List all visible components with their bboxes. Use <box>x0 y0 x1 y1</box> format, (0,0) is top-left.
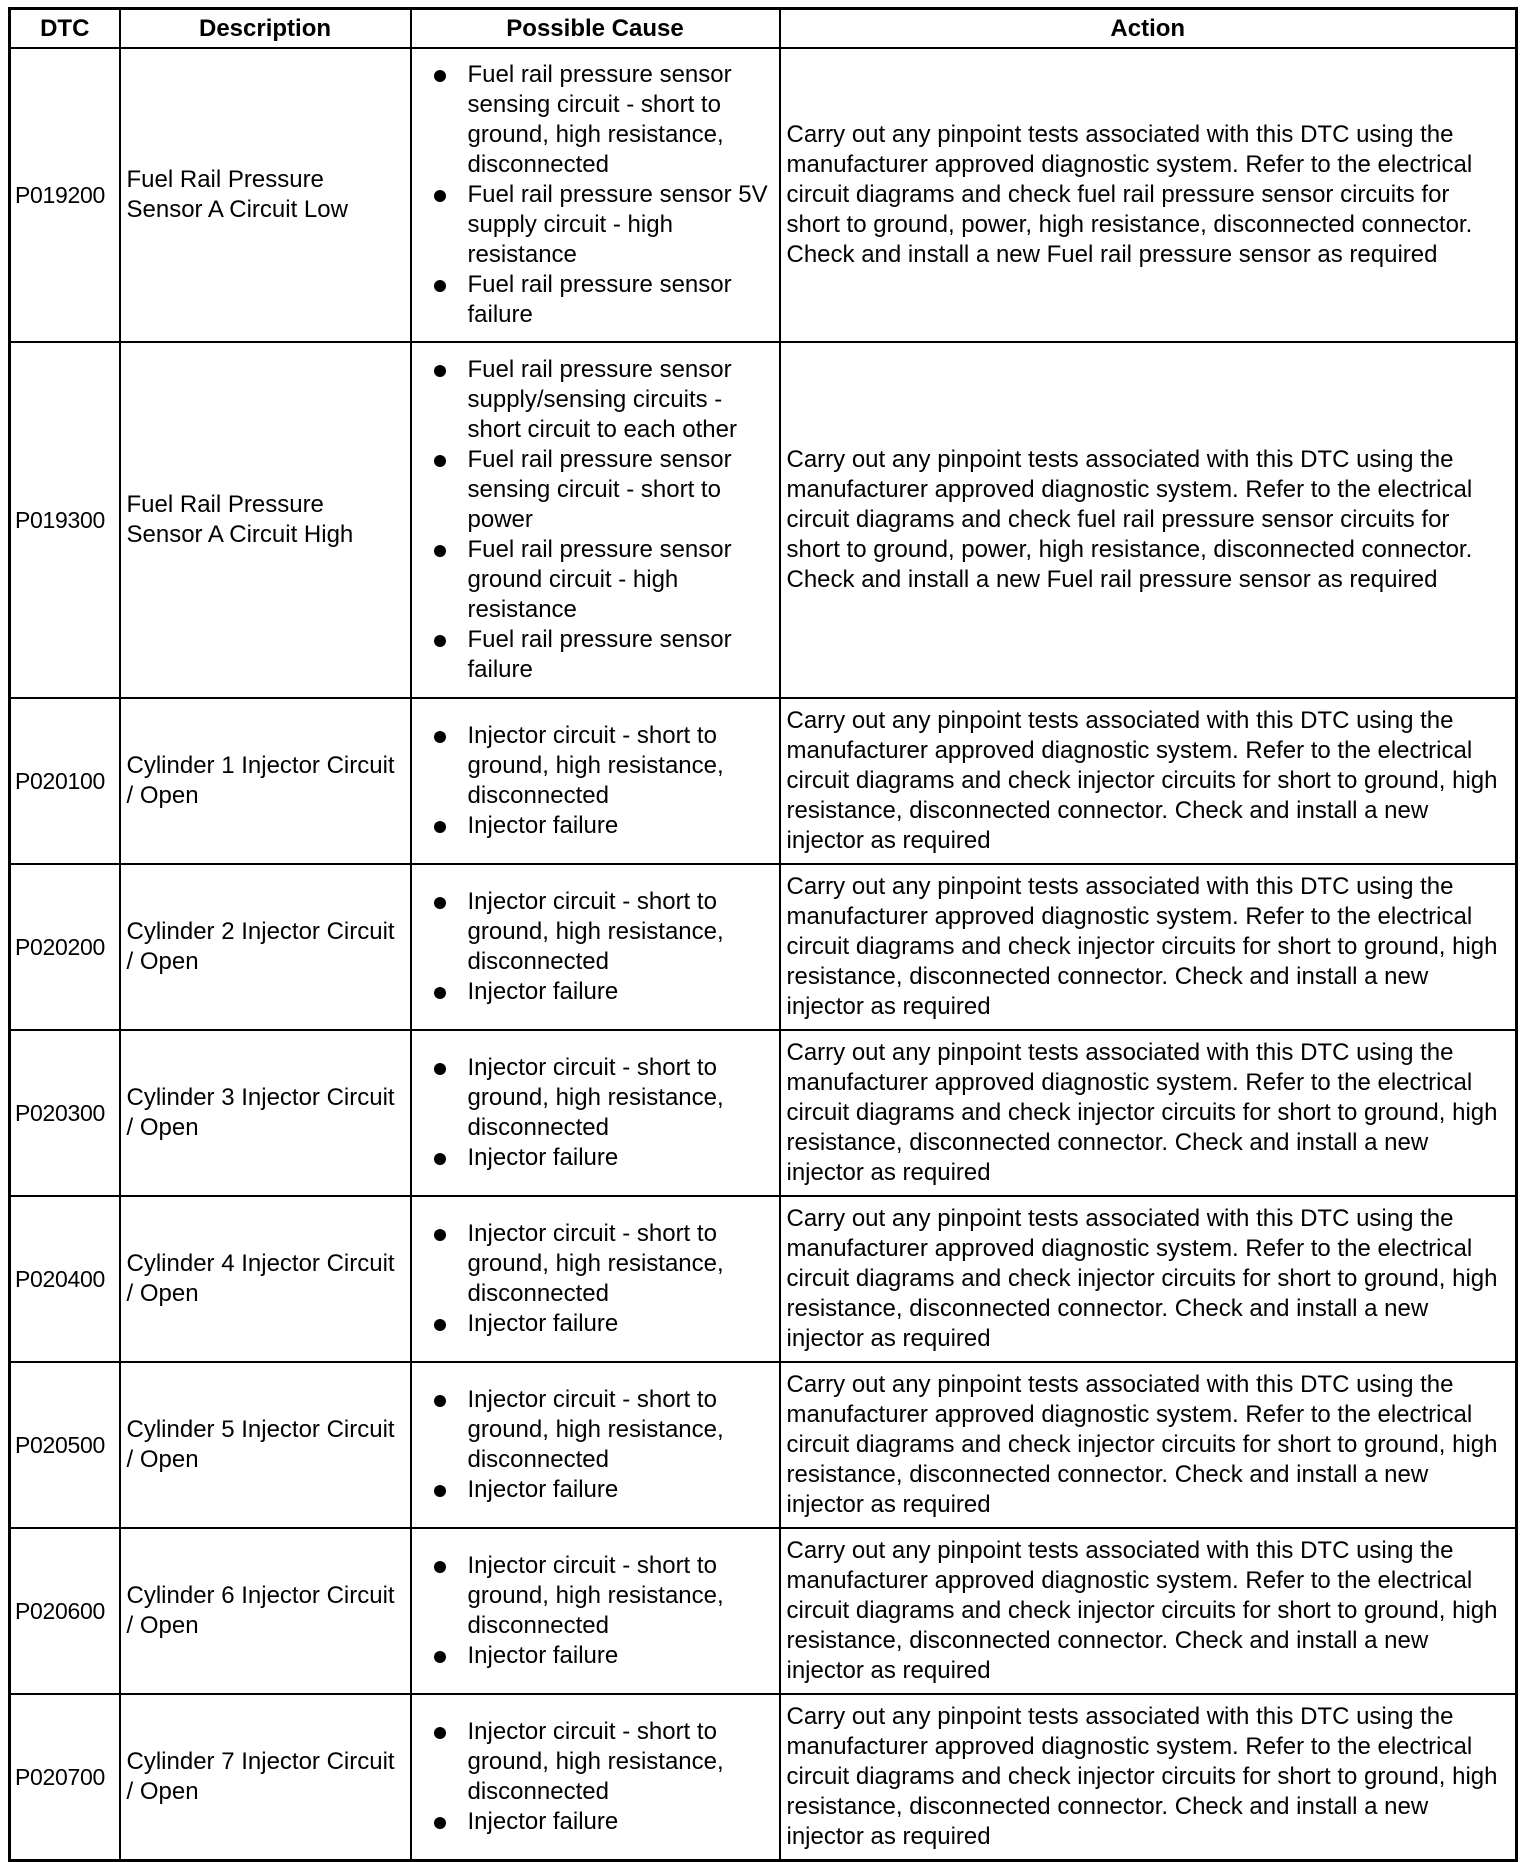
dtc-code: P020700 <box>10 1694 120 1860</box>
table-row <box>10 1030 1517 1196</box>
cause-list-item: Fuel rail pressure sensor supply/sensing circuits - short circuit to each other <box>432 355 773 445</box>
possible-cause-cell <box>411 698 780 864</box>
dtc-description: Cylinder 6 Injector Circuit / Open <box>120 1528 411 1694</box>
table-row <box>10 1528 1517 1694</box>
possible-cause-cell <box>411 1362 780 1528</box>
dtc-description: Fuel Rail Pressure Sensor A Circuit Low <box>120 48 411 342</box>
dtc-description: Cylinder 4 Injector Circuit / Open <box>120 1196 411 1362</box>
header-possible-cause: Possible Cause <box>411 9 780 49</box>
header-description: Description <box>120 9 411 49</box>
possible-cause-cell <box>411 864 780 1030</box>
possible-cause-cell <box>411 48 780 342</box>
table-row <box>10 1196 1517 1362</box>
possible-cause-cell <box>411 1196 780 1362</box>
action-text: Carry out any pinpoint tests associated with this DTC using the manufacturer approved diagnostic system. Refer to the electrical circuit diagrams and check fuel rail pressure sensor circuits for short to ground, power, high resistance, disconnected connector. Check and install a new Fuel rail pressure sensor as required <box>780 342 1517 698</box>
cause-list-item: Injector circuit - short to ground, high resistance, disconnected <box>432 1053 773 1143</box>
dtc-description: Cylinder 7 Injector Circuit / Open <box>120 1694 411 1860</box>
cause-list-item: Injector failure <box>432 977 773 1007</box>
cause-list-item: Fuel rail pressure sensor sensing circuit - short to ground, high resistance, disconnected <box>432 60 773 180</box>
dtc-code: P020400 <box>10 1196 120 1362</box>
cause-list-item: Injector failure <box>432 1807 773 1837</box>
dtc-description: Cylinder 3 Injector Circuit / Open <box>120 1030 411 1196</box>
table-row <box>10 48 1517 342</box>
cause-list-item: Injector failure <box>432 1641 773 1671</box>
action-text: Carry out any pinpoint tests associated with this DTC using the manufacturer approved diagnostic system. Refer to the electrical circuit diagrams and check injector circuits for short to ground, high resistance, disconnected connector. Check and install a new injector as required <box>780 1694 1517 1860</box>
possible-cause-cell <box>411 1030 780 1196</box>
dtc-code: P019200 <box>10 48 120 342</box>
dtc-description: Cylinder 1 Injector Circuit / Open <box>120 698 411 864</box>
action-text: Carry out any pinpoint tests associated with this DTC using the manufacturer approved diagnostic system. Refer to the electrical circuit diagrams and check injector circuits for short to ground, high resistance, disconnected connector. Check and install a new injector as required <box>780 1528 1517 1694</box>
cause-list-item: Fuel rail pressure sensor 5V supply circuit - high resistance <box>432 180 773 270</box>
cause-list-item: Injector circuit - short to ground, high resistance, disconnected <box>432 721 773 811</box>
cause-list <box>432 721 773 841</box>
dtc-code: P020300 <box>10 1030 120 1196</box>
possible-cause-cell <box>411 1528 780 1694</box>
cause-list-item: Injector failure <box>432 1143 773 1173</box>
cause-list-item: Injector failure <box>432 1475 773 1505</box>
dtc-code: P020600 <box>10 1528 120 1694</box>
action-text: Carry out any pinpoint tests associated with this DTC using the manufacturer approved diagnostic system. Refer to the electrical circuit diagrams and check injector circuits for short to ground, high resistance, disconnected connector. Check and install a new injector as required <box>780 1030 1517 1196</box>
dtc-code: P019300 <box>10 342 120 698</box>
cause-list-item: Injector circuit - short to ground, high resistance, disconnected <box>432 1385 773 1475</box>
cause-list <box>432 1551 773 1671</box>
action-text: Carry out any pinpoint tests associated with this DTC using the manufacturer approved diagnostic system. Refer to the electrical circuit diagrams and check injector circuits for short to ground, high resistance, disconnected connector. Check and install a new injector as required <box>780 864 1517 1030</box>
dtc-description: Cylinder 5 Injector Circuit / Open <box>120 1362 411 1528</box>
cause-list-item: Injector circuit - short to ground, high resistance, disconnected <box>432 887 773 977</box>
cause-list-item: Fuel rail pressure sensor sensing circuit - short to power <box>432 445 773 535</box>
table-header-row <box>10 9 1517 49</box>
cause-list-item: Injector failure <box>432 811 773 841</box>
table-body <box>10 48 1517 1860</box>
table-row <box>10 864 1517 1030</box>
cause-list-item: Fuel rail pressure sensor failure <box>432 625 773 685</box>
cause-list <box>432 887 773 1007</box>
table-row <box>10 1362 1517 1528</box>
action-text: Carry out any pinpoint tests associated with this DTC using the manufacturer approved diagnostic system. Refer to the electrical circuit diagrams and check injector circuits for short to ground, high resistance, disconnected connector. Check and install a new injector as required <box>780 1196 1517 1362</box>
cause-list-item: Injector circuit - short to ground, high resistance, disconnected <box>432 1219 773 1309</box>
cause-list <box>432 1385 773 1505</box>
cause-list <box>432 1717 773 1837</box>
cause-list-item: Fuel rail pressure sensor failure <box>432 270 773 330</box>
table-row <box>10 698 1517 864</box>
dtc-code: P020200 <box>10 864 120 1030</box>
dtc-code: P020100 <box>10 698 120 864</box>
action-text: Carry out any pinpoint tests associated with this DTC using the manufacturer approved diagnostic system. Refer to the electrical circuit diagrams and check injector circuits for short to ground, high resistance, disconnected connector. Check and install a new injector as required <box>780 1362 1517 1528</box>
cause-list <box>432 1219 773 1339</box>
possible-cause-cell <box>411 342 780 698</box>
cause-list <box>432 355 773 685</box>
header-dtc: DTC <box>10 9 120 49</box>
cause-list-item: Injector failure <box>432 1309 773 1339</box>
action-text: Carry out any pinpoint tests associated with this DTC using the manufacturer approved diagnostic system. Refer to the electrical circuit diagrams and check injector circuits for short to ground, high resistance, disconnected connector. Check and install a new injector as required <box>780 698 1517 864</box>
possible-cause-cell <box>411 1694 780 1860</box>
cause-list-item: Injector circuit - short to ground, high resistance, disconnected <box>432 1551 773 1641</box>
table-row <box>10 1694 1517 1860</box>
cause-list-item: Fuel rail pressure sensor ground circuit - high resistance <box>432 535 773 625</box>
dtc-description: Fuel Rail Pressure Sensor A Circuit High <box>120 342 411 698</box>
header-action: Action <box>780 9 1517 49</box>
dtc-table <box>8 7 1518 1862</box>
cause-list-item: Injector circuit - short to ground, high resistance, disconnected <box>432 1717 773 1807</box>
action-text: Carry out any pinpoint tests associated with this DTC using the manufacturer approved diagnostic system. Refer to the electrical circuit diagrams and check fuel rail pressure sensor circuits for short to ground, power, high resistance, disconnected connector. Check and install a new Fuel rail pressure sensor as required <box>780 48 1517 342</box>
cause-list <box>432 60 773 330</box>
dtc-description: Cylinder 2 Injector Circuit / Open <box>120 864 411 1030</box>
table-row <box>10 342 1517 698</box>
cause-list <box>432 1053 773 1173</box>
dtc-code: P020500 <box>10 1362 120 1528</box>
